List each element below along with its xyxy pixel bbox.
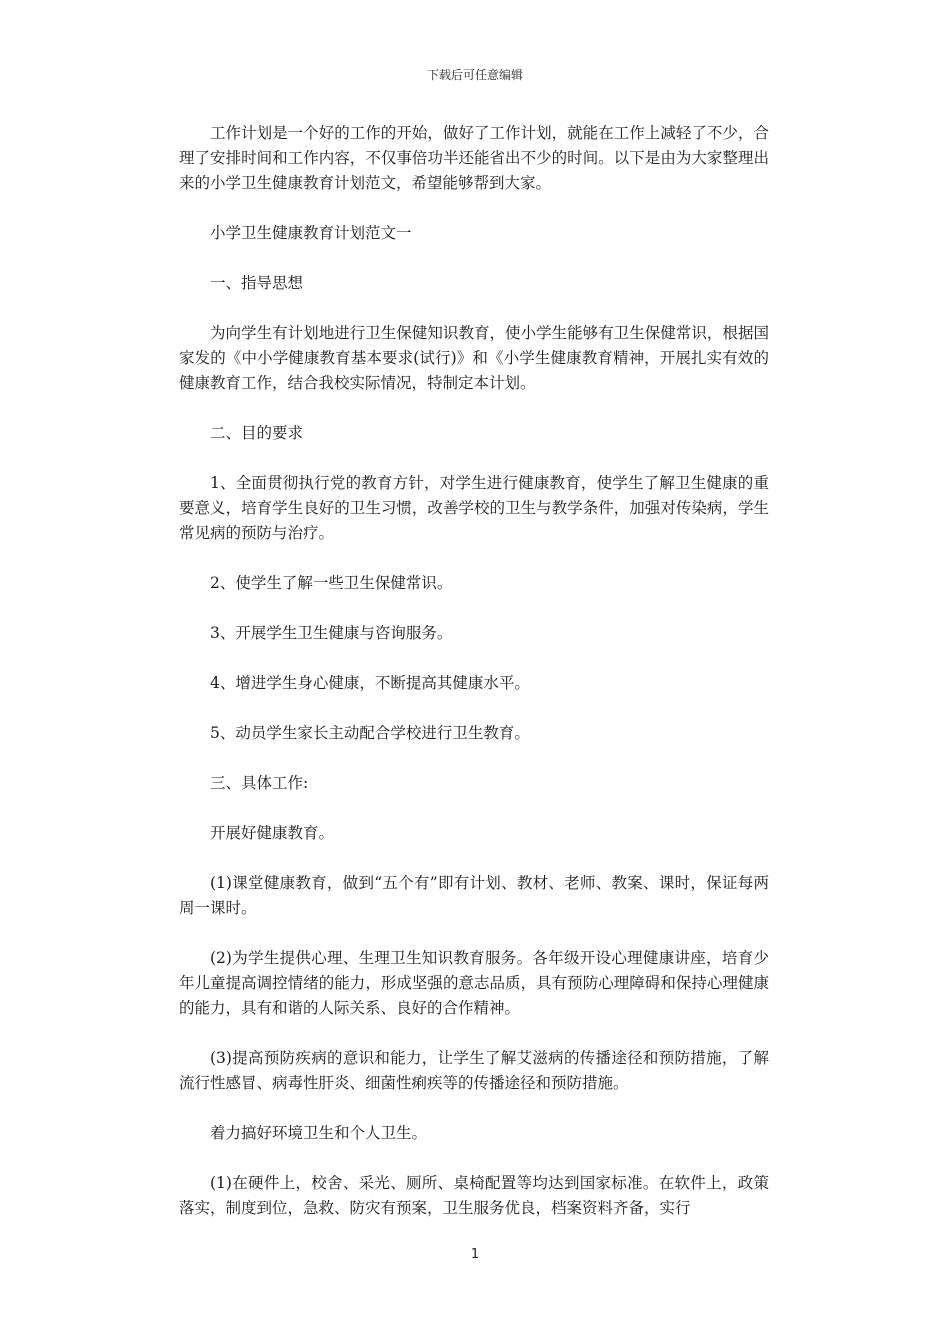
- objective-item-3: 3、开展学生卫生健康与咨询服务。: [210, 624, 453, 642]
- subheading-environmental-hygiene: 着力搞好环境卫生和个人卫生。: [210, 1124, 428, 1142]
- heading-guiding-ideology: 一、指导思想: [210, 274, 304, 292]
- hygiene-item-1: (1)在硬件上，校舍、采光、厕所、桌椅配置等均达到国家标准。在软件上，政策落实，制度到位，急救、防灾有预案，卫生服务优良，档案资料齐备，实行: [179, 1174, 769, 1217]
- work-item-2: (2)为学生提供心理、生理卫生知识教育服务。各年级开设心理健康讲座，培育少年儿童提高调控情绪的能力，形成坚强的意志品质，具有预防心理障碍和保持心理健康的能力，具有和谐的人际关系、良好的合作精神。: [179, 949, 769, 1017]
- heading-objectives: 二、目的要求: [210, 424, 304, 442]
- work-item-3: (3)提高预防疾病的意识和能力，让学生了解艾滋病的传播途径和预防措施，了解流行性感冒、病毒性肝炎、细菌性痢疾等的传播途径和预防措施。: [179, 1049, 769, 1092]
- objective-item-5: 5、动员学生家长主动配合学校进行卫生教育。: [210, 724, 530, 742]
- objective-item-4: 4、增进学生身心健康，不断提高其健康水平。: [210, 674, 530, 692]
- subheading-health-education: 开展好健康教育。: [210, 824, 335, 842]
- intro-paragraph: 工作计划是一个好的工作的开始，做好了工作计划，就能在工作上减轻了不少，合理了安排时间和工作内容，不仅事倍功半还能省出不少的时间。以下是由为大家整理出来的小学卫生健康教育计划范文，希望能够帮到大家。: [179, 124, 769, 192]
- heading-specific-work: 三、具体工作:: [210, 774, 309, 792]
- page-header-note: 下载后可任意编辑: [426, 68, 523, 82]
- objective-item-1: 1、全面贯彻执行党的教育方针，对学生进行健康教育，使学生了解卫生健康的重要意义，培育学生良好的卫生习惯，改善学校的卫生与教学条件，加强对传染病，学生常见病的预防与治疗。: [179, 474, 769, 542]
- work-item-1: (1)课堂健康教育，做到“五个有”即有计划、教材、老师、教案、课时，保证每两周一课时。: [179, 874, 769, 917]
- document-body: [179, 121, 769, 1246]
- page-number: 1: [470, 1247, 480, 1262]
- paragraph-guiding-ideology: 为向学生有计划地进行卫生保健知识教育，使小学生能够有卫生保健常识，根据国家发的《中小学健康教育基本要求(试行)》和《小学生健康教育精神，开展扎实有效的健康教育工作，结合我校实际情况，特制定本计划。: [179, 324, 769, 392]
- section-title: 小学卫生健康教育计划范文一: [210, 224, 412, 242]
- objective-item-2: 2、使学生了解一些卫生保健常识。: [210, 574, 453, 592]
